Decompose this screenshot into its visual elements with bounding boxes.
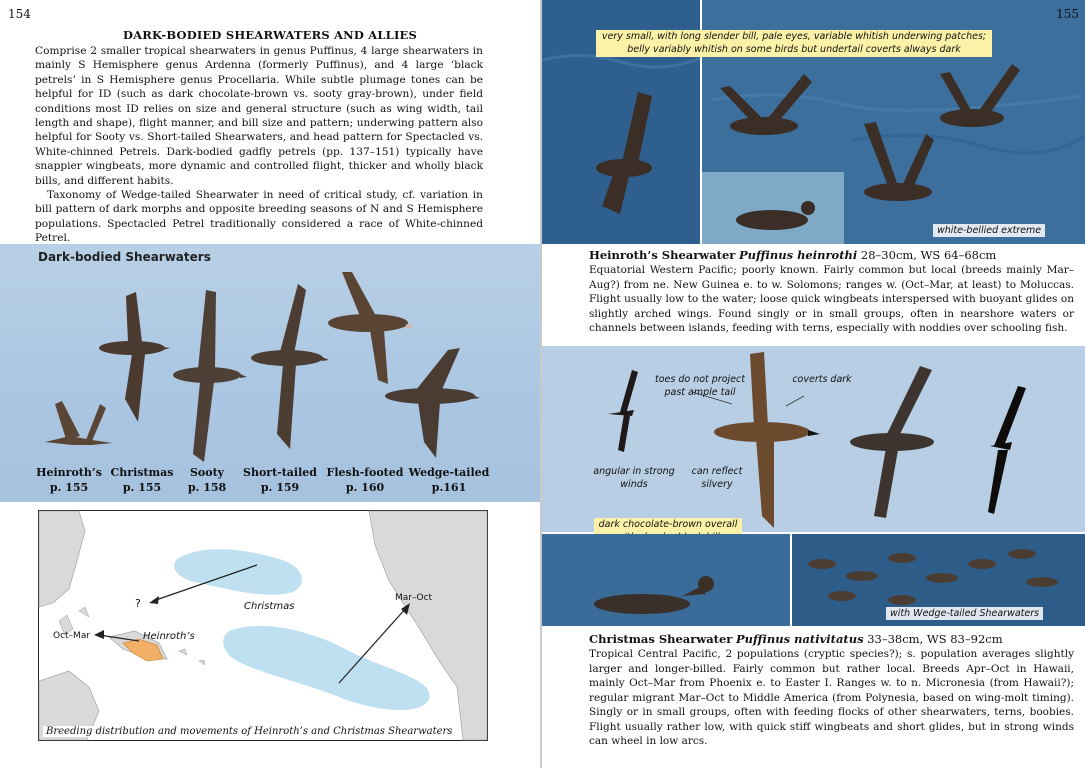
christmas-measurements: 33–38cm, WS 83–92cm — [867, 632, 1003, 646]
heinroth-measurements: 28–30cm, WS 64–68cm — [860, 248, 997, 262]
christmas-illustration-plate — [542, 346, 1085, 532]
map-caption: Breeding distribution and movements of Heinroth’s and Christmas Shearwaters — [43, 726, 455, 737]
heinroth-sci-name: Puffinus heinrothi — [738, 248, 858, 262]
plate-title: Dark-bodied Shearwaters — [38, 250, 211, 264]
species-name: Wedge-tailed — [408, 466, 490, 479]
label-heinroths — [30, 465, 108, 495]
label-wedge-tailed — [406, 465, 492, 495]
wedge-tailed-tag: with Wedge-tailed Shearwaters — [886, 607, 1043, 620]
species-page-ref: p. 155 — [122, 481, 162, 494]
section-heading: DARK-BODIED SHEARWATERS AND ALLIES — [122, 28, 417, 42]
species-name: Flesh-footed — [326, 466, 404, 479]
label-sooty — [168, 465, 246, 495]
heinroth-common-name: Heinroth’s Shearwater — [589, 248, 736, 262]
annotation-chocolate: dark chocolate-brown overall — [594, 518, 742, 545]
species-page-ref: p.161 — [431, 481, 467, 494]
right-page — [542, 0, 1085, 768]
species-page-ref: p. 158 — [187, 481, 227, 494]
species-page-ref: p. 155 — [49, 481, 89, 494]
map-drawing — [39, 511, 487, 740]
label-flesh-footed — [322, 465, 408, 495]
range-map — [38, 510, 488, 741]
annotation-coverts: coverts dark — [792, 374, 852, 385]
annotation-toes: toes do not project past ample tail — [655, 374, 745, 398]
annotation-silvery: can reflect silvery — [691, 466, 743, 490]
map-label-christmas: Christmas — [244, 601, 295, 612]
annotation-angular: angular in strong winds — [593, 466, 675, 490]
heinroths-illustration — [45, 401, 112, 445]
species-name: Sooty — [189, 466, 225, 479]
species-page-ref: p. 160 — [345, 481, 385, 494]
christmas-illustration — [99, 292, 170, 422]
wedge-tailed-illustration — [385, 348, 480, 458]
white-bellied-tag: white-bellied extreme — [933, 224, 1045, 237]
christmas-bird-dark — [988, 386, 1026, 514]
short-tailed-illustration — [251, 284, 329, 449]
left-page-number: 154 — [8, 7, 31, 21]
heinroth-id-note: very small, with long slender bill, pale eyes, variable whitish underwing patches; belly variably whitish on some birds but undertail coverts always dark — [596, 30, 992, 57]
species-plate — [0, 244, 540, 502]
christmas-heading — [589, 632, 1003, 646]
map-label-heinroths: Heinroth’s — [143, 631, 195, 642]
label-short-tailed — [238, 465, 322, 495]
christmas-sci-name: Puffinus nativitatus — [736, 632, 864, 646]
christmas-photos — [542, 534, 1085, 626]
flesh-footed-illustration — [328, 272, 414, 384]
heinroth-photo-collage — [542, 0, 1085, 244]
christmas-bird-gray — [850, 366, 934, 518]
species-name: Christmas — [110, 466, 174, 479]
heinroth-heading — [589, 248, 996, 262]
christmas-common-name: Christmas Shearwater — [589, 632, 733, 646]
christmas-account: Tropical Central Pacific, 2 populations (cryptic species?); s. population averages slightly larger and longer-billed. Fairly common but rather local. Breeds Apr–Oct in Hawaii, mainly Oct–Mar from Phoenix e. to Easter I. Ranges w. to n. Micronesia (from Hawaii?); regular migrant Mar–Oct to Middle America (from Polynesia, based on wing-molt timing). Singly or in small groups, often with feeding flocks of other shearwaters, terns, boobies. Flight usually rather low, with quick stiff wingbeats and short glides, but in strong winds can wheel in low arcs. — [589, 648, 1074, 747]
christmas-bird-angular — [608, 370, 638, 452]
christmas-south-range — [223, 626, 429, 710]
intro-text — [35, 44, 483, 246]
species-name: Short-tailed — [243, 466, 317, 479]
map-label-question: ? — [135, 597, 141, 610]
left-page — [0, 0, 540, 768]
intro-paragraph-2: Taxonomy of Wedge-tailed Shearwater in need of critical study, cf. variation in bill pattern of dark morphs and opposite breeding seasons of N and S Hemisphere populations. Spectacled Petrel traditionally considered a race of White-chinned Petrel. — [35, 189, 483, 245]
intro-paragraph-1: Comprise 2 smaller tropical shearwaters in genus Puffinus, 4 large shearwaters in mainly S Hemisphere genus Ardenna (formerly Puffinus), and 4 large ‘black petrels’ in S Hemisphere genus Procellaria. While subtle plumage tones can be helpful for ID (such as dark chocolate-brown vs. sooty gray-brown), under field conditions most ID relies on size and general structure (such as wing width, tail length and shape), flight manner, and bill size and pattern; underwing pattern also helpful for Sooty vs. Short-tailed Shearwaters, and head pattern for Spectacled vs. White-chinned Petrels. Dark-bodied gadfly petrels (pp. 137–151) typically have snappier wingbeats, more dynamic and controlled flight, thicker and wholly black bills, and different habits. — [35, 45, 483, 187]
sooty-illustration — [173, 290, 247, 462]
species-name: Heinroth’s — [36, 466, 102, 479]
heinroth-account: Equatorial Western Pacific; poorly known. Fairly common but local (breeds mainly Mar–Aug?) from ne. New Guinea e. to w. Solomons; ranges w. (Oct–Mar, at least) to Moluccas. Flight usually low to the water; loose quick wingbeats interspersed with buoyant glides on slightly arched wings. Found singly or in small groups, often in nearshore waters or channels between islands, feeding with terns, especially with noddies over schooling fish. — [589, 264, 1074, 334]
map-label-oct-mar: Oct–Mar — [53, 631, 91, 641]
plate-illustrations — [0, 244, 540, 502]
map-label-mar-oct: Mar–Oct — [395, 593, 433, 603]
asia-landmass — [39, 511, 85, 607]
species-page-ref: p. 159 — [260, 481, 300, 494]
right-page-number: 155 — [1056, 7, 1079, 21]
